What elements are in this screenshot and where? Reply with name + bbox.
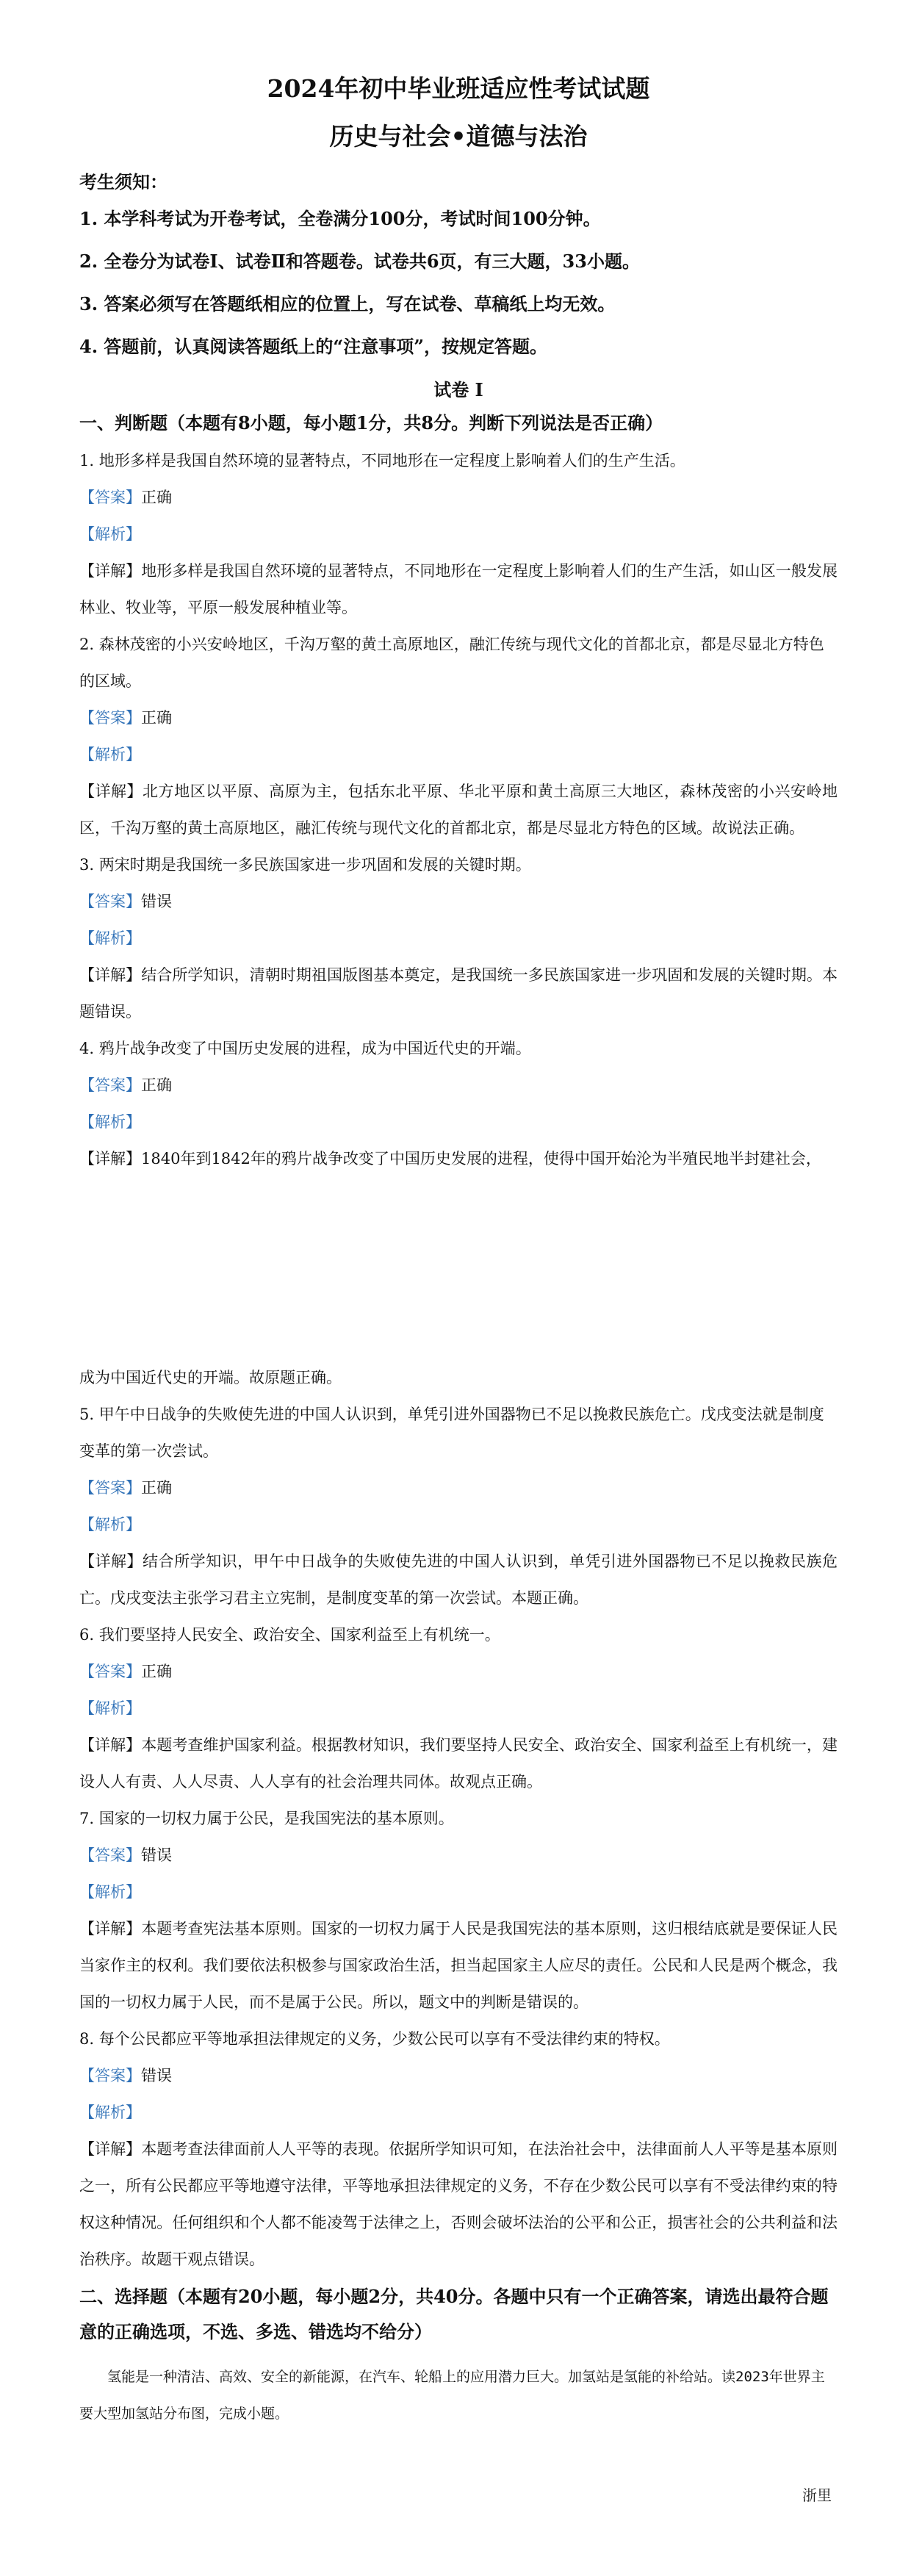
notes-heading: 考生须知： bbox=[79, 170, 168, 193]
answer-value: 正确 bbox=[141, 1662, 172, 1680]
page-footer: 浙里 bbox=[802, 2486, 832, 2504]
answer-value: 错误 bbox=[141, 2066, 172, 2084]
detail-line bbox=[79, 1727, 838, 1800]
answer-line bbox=[79, 1469, 838, 1506]
analysis-label: 【解析】 bbox=[79, 525, 141, 543]
answer-line bbox=[79, 699, 838, 736]
detail-text: 本题考查宪法基本原则。国家的一切权力属于人民是我国宪法的基本原则，这归根结底就是要保证人民当家作主的权利。我们要依法积极参与国家政治生活，担当起国家主人应尽的责任。公民和人民是两个概念，我国的一切权力属于人民，而不是属于公民。所以，题文中的判断是错误的。 bbox=[79, 1919, 838, 2011]
detail-line bbox=[79, 1910, 838, 2021]
question-block bbox=[79, 846, 838, 1030]
question-text: 3. 两宋时期是我国统一多民族国家进一步巩固和发展的关键时期。 bbox=[79, 855, 531, 874]
answer-label: 【答案】 bbox=[79, 1478, 141, 1497]
answer-line bbox=[79, 2057, 838, 2094]
question-block bbox=[79, 1030, 838, 1396]
analysis-label: 【解析】 bbox=[79, 929, 141, 947]
answer-line bbox=[79, 1067, 838, 1104]
detail-line bbox=[79, 957, 838, 1030]
note-item: 3. 答案必须写在答题纸相应的位置上，写在试卷、草稿纸上均无效。 bbox=[79, 292, 616, 314]
analysis-label: 【解析】 bbox=[79, 1882, 141, 1901]
answer-line bbox=[79, 1653, 838, 1690]
answer-line bbox=[79, 883, 838, 920]
answer-value: 错误 bbox=[141, 1846, 172, 1864]
question-block bbox=[79, 626, 838, 846]
choice-intro-text: 氢能是一种清洁、高效、安全的新能源，在汽车、轮船上的应用潜力巨大。加氢站是氢能的补给站。读2023年世界主要大型加氢站分布图，完成小题。 bbox=[79, 2368, 825, 2422]
question-block bbox=[79, 1800, 838, 2021]
detail-text: 北方地区以平原、高原为主，包括东北平原、华北平原和黄土高原三大地区，森林茂密的小兴安岭地区，千沟万壑的黄土高原地区，融汇传统与现代文化的首都北京，都是尽显北方特色的区域。故说法正确。 bbox=[79, 782, 838, 837]
paper-label: 试卷 I bbox=[433, 378, 483, 400]
detail-line bbox=[79, 773, 838, 846]
note-item: 1. 本学科考试为开卷考试，全卷满分100分，考试时间100分钟。 bbox=[79, 207, 601, 229]
analysis-label: 【解析】 bbox=[79, 1515, 141, 1533]
detail-text: 结合所学知识，甲午中日战争的失败使先进的中国人认识到，单凭引进外国器物已不足以挽救民族危亡。戊戌变法主张学习君主立宪制，是制度变革的第一次尝试。本题正确。 bbox=[79, 1552, 838, 1607]
analysis-label: 【解析】 bbox=[79, 1112, 141, 1131]
answer-label: 【答案】 bbox=[79, 892, 141, 910]
detail-label: 【详解】 bbox=[79, 561, 142, 580]
exam-page bbox=[79, 71, 838, 2432]
detail-label: 【详解】 bbox=[79, 1552, 143, 1570]
answer-label: 【答案】 bbox=[79, 1846, 141, 1864]
analysis-label: 【解析】 bbox=[79, 745, 141, 763]
question-block bbox=[79, 1396, 838, 1616]
note-item: 2. 全卷分为试卷Ⅰ、试卷Ⅱ和答题卷。试卷共6页，有三大题，33小题。 bbox=[79, 250, 640, 272]
answer-line bbox=[79, 479, 838, 516]
section-heading-judgement: 一、判断题（本题有8小题，每小题1分，共8分。判断下列说法是否正确） bbox=[79, 411, 663, 433]
answer-label: 【答案】 bbox=[79, 1662, 141, 1680]
detail-text: 地形多样是我国自然环境的显著特点，不同地形在一定程度上影响着人们的生产生活，如山区一般发展林业、牧业等，平原一般发展种植业等。 bbox=[79, 561, 838, 616]
detail-label: 【详解】 bbox=[79, 2140, 142, 2158]
answer-value: 错误 bbox=[141, 892, 172, 910]
detail-label: 【详解】 bbox=[79, 1919, 142, 1938]
question-block bbox=[79, 442, 838, 626]
answer-label: 【答案】 bbox=[79, 2066, 141, 2084]
answer-value: 正确 bbox=[141, 488, 172, 506]
question-text: 1. 地形多样是我国自然环境的显著特点，不同地形在一定程度上影响着人们的生产生活。 bbox=[79, 451, 685, 469]
detail-text: 1840年到1842年的鸦片战争改变了中国历史发展的进程，使得中国开始沦为半殖民地半封建社会， bbox=[141, 1149, 821, 1168]
answer-line bbox=[79, 1837, 838, 1874]
question-text: 2. 森林茂密的小兴安岭地区，千沟万壑的黄土高原地区，融汇传统与现代文化的首都北京，都是尽显北方特色的区域。 bbox=[79, 635, 824, 690]
answer-label: 【答案】 bbox=[79, 708, 141, 727]
detail-label: 【详解】 bbox=[79, 1149, 141, 1168]
question-text: 7. 国家的一切权力属于公民，是我国宪法的基本原则。 bbox=[79, 1809, 454, 1827]
answer-value: 正确 bbox=[141, 1076, 172, 1094]
section-heading-choice: 二、选择题（本题有20小题，每小题2分，共40分。各题中只有一个正确答案，请选出最符合题意的正确选项，不选、多选、错选均不给分） bbox=[79, 2285, 829, 2342]
detail-continuation: 成为中国近代史的开端。故原题正确。 bbox=[79, 1368, 342, 1386]
detail-line bbox=[79, 1140, 838, 1177]
answer-value: 正确 bbox=[141, 1478, 172, 1497]
note-item: 4. 答题前，认真阅读答题纸上的“注意事项”，按规定答题。 bbox=[79, 335, 548, 357]
question-text: 6. 我们要坚持人民安全、政治安全、国家利益至上有机统一。 bbox=[79, 1625, 500, 1644]
detail-label: 【详解】 bbox=[79, 965, 142, 984]
analysis-label: 【解析】 bbox=[79, 1699, 141, 1717]
page-title: 2024年初中毕业班适应性考试试题 bbox=[267, 74, 650, 103]
detail-line bbox=[79, 1543, 838, 1616]
detail-line bbox=[79, 553, 838, 626]
question-text: 4. 鸦片战争改变了中国历史发展的进程，成为中国近代史的开端。 bbox=[79, 1039, 531, 1057]
question-text: 8. 每个公民都应平等地承担法律规定的义务，少数公民可以享有不受法律约束的特权。 bbox=[79, 2029, 670, 2048]
question-block bbox=[79, 1616, 838, 1800]
analysis-label: 【解析】 bbox=[79, 2103, 141, 2121]
question-block bbox=[79, 2021, 838, 2278]
answer-label: 【答案】 bbox=[79, 488, 141, 506]
detail-label: 【详解】 bbox=[79, 1735, 142, 1754]
detail-line bbox=[79, 2131, 838, 2278]
answer-label: 【答案】 bbox=[79, 1076, 141, 1094]
answer-value: 正确 bbox=[141, 708, 172, 727]
detail-label: 【详解】 bbox=[79, 782, 143, 800]
question-text: 5. 甲午中日战争的失败使先进的中国人认识到，单凭引进外国器物已不足以挽救民族危亡。戊戌变法就是制度变革的第一次尝试。 bbox=[79, 1405, 824, 1460]
detail-text: 结合所学知识，清朝时期祖国版图基本奠定，是我国统一多民族国家进一步巩固和发展的关键时期。本题错误。 bbox=[79, 965, 838, 1021]
detail-text: 本题考查法律面前人人平等的表现。依据所学知识可知，在法治社会中，法律面前人人平等是基本原则之一，所有公民都应平等地遵守法律，平等地承担法律规定的义务，不存在少数公民可以享有不受法律约束的特权这种情况。任何组织和个人都不能凌驾于法律之上，否则会破坏法治的公平和公正，损害社会的公共利益和法治秩序。故题干观点错误。 bbox=[79, 2140, 838, 2268]
page-break-space bbox=[79, 1177, 838, 1359]
detail-text: 本题考查维护国家利益。根据教材知识，我们要坚持人民安全、政治安全、国家利益至上有机统一，建设人人有责、人人尽责、人人享有的社会治理共同体。故观点正确。 bbox=[79, 1735, 838, 1791]
page-subtitle: 历史与社会•道德与法治 bbox=[329, 121, 588, 151]
